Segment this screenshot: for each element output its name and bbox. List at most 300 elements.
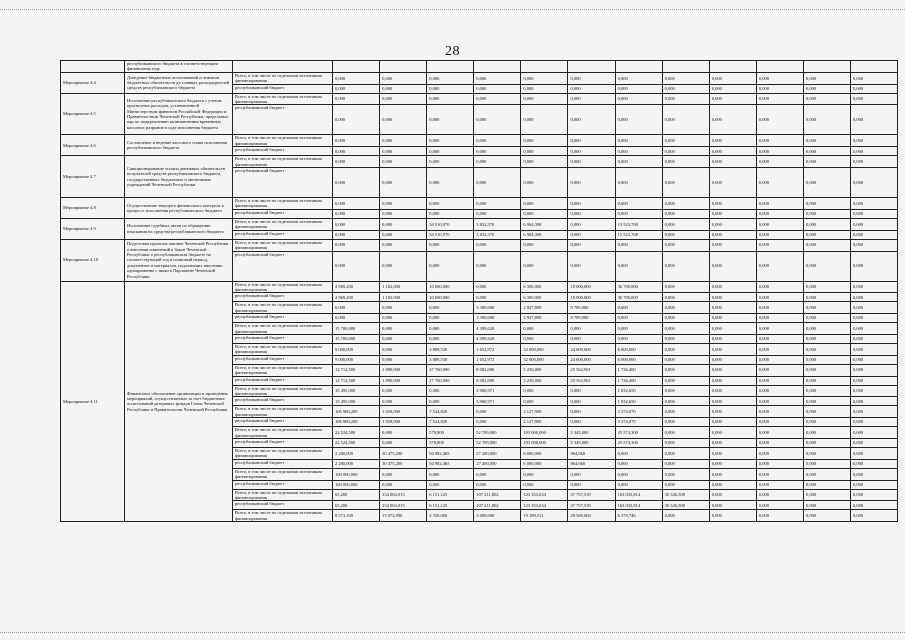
value-cell: 0,000 — [474, 239, 521, 251]
value-cell: 0,000 — [380, 84, 427, 93]
value-cell: 0,000 — [709, 314, 756, 323]
value-cell: 0,000 — [709, 385, 756, 397]
value-cell: 36 700,000 — [615, 293, 662, 302]
value-cell: 0,000 — [568, 147, 615, 156]
value-cell: 36 700,000 — [615, 281, 662, 293]
value-cell: 0,000 — [851, 439, 898, 448]
value-cell: 0,000 — [803, 501, 850, 510]
value-cell — [333, 61, 380, 73]
value-cell: 0,000 — [756, 168, 803, 198]
value-cell: 0,000 — [851, 281, 898, 293]
value-cell: 0,000 — [662, 364, 709, 376]
value-cell: 0,000 — [851, 230, 898, 239]
value-cell: 6 000,000 — [615, 355, 662, 364]
value-cell: 0,000 — [615, 468, 662, 480]
value-cell: 0,000 — [380, 72, 427, 84]
activity-name-cell: Составление и ведение кассового плана исполнения республиканского бюджета — [125, 135, 233, 156]
value-cell: 4 969,200 — [333, 281, 380, 293]
value-cell: 0,000 — [333, 251, 380, 281]
value-cell: 0,000 — [851, 334, 898, 343]
value-cell: 0,000 — [709, 364, 756, 376]
value-cell: 0,000 — [662, 168, 709, 198]
value-cell: 0,000 — [474, 84, 521, 93]
value-cell: 0,000 — [851, 468, 898, 480]
value-cell: 1 736,400 — [615, 376, 662, 385]
value-cell: 0,000 — [756, 281, 803, 293]
value-cell: 5 345,000 — [568, 439, 615, 448]
value-cell: 0,000 — [474, 147, 521, 156]
value-cell: 0,000 — [333, 314, 380, 323]
value-cell: 0,000 — [615, 84, 662, 93]
value-cell: 1 032,650 — [615, 385, 662, 397]
funding-source-cell: Всего, в том числе по отдельным источникам финансирования — [233, 427, 333, 439]
value-cell: 0,000 — [521, 397, 568, 406]
value-cell: 19 189,511 — [521, 510, 568, 522]
funding-source-cell: Всего, в том числе по отдельным источникам финансирования — [233, 218, 333, 230]
value-cell: 0,000 — [380, 156, 427, 168]
value-cell: 1 736,400 — [615, 364, 662, 376]
value-cell: 0,000 — [662, 93, 709, 105]
value-cell: 0,000 — [709, 251, 756, 281]
value-cell: 0,000 — [568, 72, 615, 84]
value-cell: 4 399,620 — [474, 334, 521, 343]
value-cell: 0,000 — [803, 218, 850, 230]
value-cell — [662, 61, 709, 73]
value-cell: 0,000 — [709, 501, 756, 510]
funding-source-cell: республиканский бюджет — [233, 84, 333, 93]
value-cell: 0,000 — [521, 251, 568, 281]
value-cell: 0,000 — [662, 510, 709, 522]
funding-source-cell: республиканский бюджет — [233, 397, 333, 406]
value-cell: 0,000 — [615, 156, 662, 168]
value-cell: 0,000 — [615, 459, 662, 468]
funding-source-cell: Всего, в том числе по отдельным источникам финансирования — [233, 135, 333, 147]
value-cell: 0,000 — [709, 156, 756, 168]
funding-source-cell: республиканский бюджет — [233, 209, 333, 218]
value-cell: 0,000 — [756, 489, 803, 501]
value-cell: 0,000 — [380, 468, 427, 480]
budget-table — [60, 60, 898, 522]
value-cell: 1 182,000 — [380, 293, 427, 302]
value-cell: 0,000 — [615, 480, 662, 489]
value-cell: 0,000 — [380, 168, 427, 198]
funding-source-cell: республиканский бюджет — [233, 355, 333, 364]
value-cell: 0,000 — [803, 168, 850, 198]
value-cell: 0,000 — [568, 156, 615, 168]
activity-code-cell: Мероприятие 4.10 — [61, 239, 125, 281]
value-cell: 29 580,000 — [568, 510, 615, 522]
value-cell: 0,000 — [521, 480, 568, 489]
value-cell: 0,000 — [662, 147, 709, 156]
value-cell: 0,000 — [851, 448, 898, 460]
value-cell: 65,200 — [333, 489, 380, 501]
value-cell: 0,000 — [427, 72, 474, 84]
value-cell: 0,000 — [851, 302, 898, 314]
table-row — [61, 198, 898, 210]
value-cell: 0,000 — [427, 168, 474, 198]
activity-name-cell: Осуществление текущего финансового контроля в процессе исполнения республиканского бюджета — [125, 198, 233, 219]
value-cell: 0,000 — [568, 230, 615, 239]
value-cell: 0,000 — [756, 239, 803, 251]
value-cell: 0,000 — [851, 156, 898, 168]
value-cell: 0,000 — [521, 156, 568, 168]
value-cell: 0,000 — [756, 323, 803, 335]
activity-name-cell: Доведение бюджетных ассигнований и лимитов бюджетных обязательств до главных распорядителей средств республиканского бюджета — [125, 72, 233, 93]
value-cell: 0,000 — [803, 480, 850, 489]
value-cell: 0,000 — [709, 489, 756, 501]
value-cell: 0,000 — [662, 468, 709, 480]
value-cell: 0,000 — [568, 198, 615, 210]
value-cell: 52 709,000 — [474, 427, 521, 439]
value-cell: 6 151,125 — [427, 489, 474, 501]
value-cell: 0,000 — [662, 459, 709, 468]
value-cell: 0,000 — [803, 468, 850, 480]
value-cell — [568, 61, 615, 73]
value-cell: 0,000 — [427, 147, 474, 156]
value-cell: 0,000 — [709, 376, 756, 385]
value-cell: 0,000 — [615, 334, 662, 343]
value-cell: 0,000 — [615, 105, 662, 135]
value-cell: 0,000 — [756, 135, 803, 147]
value-cell: 0,000 — [803, 459, 850, 468]
value-cell: 0,000 — [756, 209, 803, 218]
value-cell: 0,000 — [756, 147, 803, 156]
value-cell: 0,000 — [474, 251, 521, 281]
value-cell: 0,000 — [333, 209, 380, 218]
value-cell: 0,000 — [380, 135, 427, 147]
funding-source-cell: Всего, в том числе по отдельным источникам финансирования — [233, 281, 333, 293]
value-cell: 0,000 — [474, 135, 521, 147]
value-cell: 0,000 — [851, 84, 898, 93]
value-cell — [474, 61, 521, 73]
value-cell: 7 524,820 — [427, 406, 474, 418]
value-cell: 0,000 — [474, 198, 521, 210]
value-cell: 1 652,972 — [474, 343, 521, 355]
value-cell: 0,000 — [709, 281, 756, 293]
value-cell: 0,000 — [709, 343, 756, 355]
value-cell: 0,000 — [380, 239, 427, 251]
activity-code-cell: Мероприятие 4.4 — [61, 72, 125, 93]
value-cell — [615, 61, 662, 73]
value-cell: 0,000 — [709, 406, 756, 418]
value-cell: 0,000 — [333, 198, 380, 210]
value-cell: 0,000 — [568, 93, 615, 105]
value-cell: 0,000 — [427, 198, 474, 210]
value-cell: 0,000 — [709, 135, 756, 147]
value-cell: 3 374,070 — [615, 418, 662, 427]
value-cell: 0,000 — [380, 314, 427, 323]
value-cell: 4 399,620 — [474, 323, 521, 335]
value-cell: 6 390,000 — [521, 281, 568, 293]
value-cell: 37 757,539 — [568, 501, 615, 510]
funding-source-cell: Всего, в том числе по отдельным источникам финансирования — [233, 302, 333, 314]
value-cell: 0,000 — [662, 439, 709, 448]
value-cell: 100 000,000 — [333, 480, 380, 489]
value-cell: 0,000 — [474, 209, 521, 218]
value-cell: 0,000 — [474, 156, 521, 168]
value-cell: 0,000 — [662, 323, 709, 335]
value-cell: 0,000 — [851, 105, 898, 135]
funding-source-cell: республиканский бюджет — [233, 501, 333, 510]
value-cell: 0,000 — [568, 385, 615, 397]
value-cell: 0,000 — [474, 105, 521, 135]
value-cell: 0,000 — [803, 364, 850, 376]
value-cell: 1 890,000 — [380, 376, 427, 385]
value-cell: 0,000 — [851, 209, 898, 218]
value-cell: 0,000 — [662, 355, 709, 364]
value-cell: 0,000 — [427, 397, 474, 406]
activity-name-cell: республиканского бюджета в соответствующем финансовом году — [125, 61, 233, 73]
value-cell: 0,000 — [709, 480, 756, 489]
value-cell: 0,000 — [709, 293, 756, 302]
value-cell: 12 712,500 — [333, 376, 380, 385]
value-cell: 0,000 — [662, 105, 709, 135]
value-cell: 0,000 — [380, 334, 427, 343]
value-cell: 107 211,802 — [474, 489, 521, 501]
activity-code-cell: Мероприятие 4.7 — [61, 156, 125, 198]
value-cell: 0,000 — [568, 480, 615, 489]
value-cell: 0,000 — [709, 230, 756, 239]
funding-source-cell: республиканский бюджет — [233, 314, 333, 323]
value-cell: 0,000 — [662, 72, 709, 84]
value-cell: 24 600,000 — [568, 343, 615, 355]
value-cell: 25 562,901 — [568, 376, 615, 385]
value-cell: 2 927,890 — [521, 314, 568, 323]
value-cell: 0,000 — [333, 156, 380, 168]
value-cell: 0,000 — [756, 439, 803, 448]
value-cell: 0,000 — [662, 84, 709, 93]
value-cell: 0,000 — [851, 93, 898, 105]
value-cell: 0,000 — [662, 135, 709, 147]
table-row — [61, 93, 898, 105]
value-cell: 0,000 — [709, 218, 756, 230]
value-cell: 0,000 — [756, 448, 803, 460]
value-cell: 0,000 — [803, 302, 850, 314]
value-cell: 9 789,980 — [568, 302, 615, 314]
value-cell: 864,660 — [568, 448, 615, 460]
value-cell: 106 900,200 — [333, 418, 380, 427]
value-cell: 3 832,570 — [474, 218, 521, 230]
value-cell: 0,000 — [521, 468, 568, 480]
value-cell: 9 000,000 — [333, 355, 380, 364]
value-cell: 578,800 — [427, 439, 474, 448]
value-cell: 0,000 — [709, 93, 756, 105]
value-cell: 0,000 — [615, 323, 662, 335]
value-cell: 0,000 — [521, 198, 568, 210]
value-cell: 0,000 — [803, 156, 850, 168]
value-cell: 0,000 — [333, 239, 380, 251]
value-cell: 27 760,900 — [427, 376, 474, 385]
value-cell: 18 000,000 — [568, 293, 615, 302]
value-cell: 0,000 — [568, 418, 615, 427]
value-cell: 0,000 — [851, 510, 898, 522]
value-cell: 0,000 — [709, 147, 756, 156]
funding-source-cell: республиканский бюджет — [233, 418, 333, 427]
value-cell: 0,000 — [662, 209, 709, 218]
value-cell: 163 033,814 — [615, 501, 662, 510]
value-cell: 0,000 — [474, 93, 521, 105]
value-cell: 0,000 — [851, 480, 898, 489]
value-cell: 0,000 — [756, 385, 803, 397]
value-cell: 9 789,980 — [568, 314, 615, 323]
value-cell: 34 510,970 — [427, 218, 474, 230]
value-cell: 0,000 — [851, 427, 898, 439]
funding-source-cell: Всего, в том числе по отдельным источникам финансирования — [233, 343, 333, 355]
table-row — [61, 281, 898, 293]
value-cell — [851, 61, 898, 73]
value-cell: 0,000 — [662, 397, 709, 406]
value-cell: 0,000 — [803, 314, 850, 323]
table-row — [61, 72, 898, 84]
value-cell: 0,000 — [851, 293, 898, 302]
value-cell: 30 475,200 — [380, 448, 427, 460]
value-cell: 0,000 — [427, 334, 474, 343]
value-cell: 0,000 — [380, 93, 427, 105]
value-cell: 2 127,900 — [521, 406, 568, 418]
value-cell: 0,000 — [380, 355, 427, 364]
value-cell: 7 524,820 — [427, 418, 474, 427]
value-cell: 0,000 — [803, 385, 850, 397]
value-cell: 0,000 — [380, 230, 427, 239]
value-cell: 1 032,650 — [615, 397, 662, 406]
value-cell: 0,000 — [521, 323, 568, 335]
value-cell: 0,000 — [568, 209, 615, 218]
value-cell: 18 000,000 — [568, 281, 615, 293]
funding-source-cell: республиканский бюджет — [233, 459, 333, 468]
value-cell: 3 889,530 — [427, 343, 474, 355]
value-cell: 0,000 — [709, 302, 756, 314]
value-cell: 0,000 — [333, 105, 380, 135]
value-cell: 0,000 — [380, 323, 427, 335]
funding-source-cell: республиканский бюджет — [233, 147, 333, 156]
value-cell: 0,000 — [709, 198, 756, 210]
value-cell: 1 890,000 — [380, 364, 427, 376]
value-cell: 15 495,000 — [333, 397, 380, 406]
value-cell: 107 211,802 — [474, 501, 521, 510]
value-cell: 0,000 — [615, 72, 662, 84]
value-cell: 0,000 — [662, 334, 709, 343]
value-cell: 0,000 — [662, 239, 709, 251]
value-cell: 12 712,500 — [333, 364, 380, 376]
value-cell: 0,000 — [756, 501, 803, 510]
value-cell: 30 346,508 — [662, 501, 709, 510]
value-cell: 0,000 — [709, 323, 756, 335]
activity-code-cell: Мероприятие 4.6 — [61, 135, 125, 156]
value-cell: 0,000 — [662, 156, 709, 168]
value-cell: 3 832,570 — [474, 230, 521, 239]
value-cell: 24 600,000 — [568, 355, 615, 364]
value-cell: 10 000,000 — [427, 281, 474, 293]
value-cell: 0,000 — [756, 218, 803, 230]
value-cell: 0,000 — [662, 480, 709, 489]
value-cell: 0,000 — [709, 239, 756, 251]
value-cell: 0,000 — [474, 406, 521, 418]
funding-source-cell: Всего, в том числе по отдельным источникам финансирования — [233, 239, 333, 251]
scan-edge-top — [0, 0, 905, 10]
value-cell: 0,000 — [568, 168, 615, 198]
value-cell: 27 760,900 — [427, 364, 474, 376]
value-cell: 1 652,972 — [474, 355, 521, 364]
value-cell: 0,000 — [756, 364, 803, 376]
value-cell: 0,000 — [333, 84, 380, 93]
value-cell: 0,000 — [709, 105, 756, 135]
value-cell: 0,000 — [380, 439, 427, 448]
activity-code-cell: Мероприятие 4.11 — [61, 281, 125, 522]
value-cell: 0,000 — [333, 230, 380, 239]
value-cell: 1 658,000 — [380, 406, 427, 418]
value-cell: 0,000 — [851, 251, 898, 281]
value-cell: 0,000 — [851, 397, 898, 406]
value-cell: 0,000 — [756, 293, 803, 302]
activity-name-cell: Финансовое обеспечение организации и проведения мероприятий, осуществляемых за счет бюджетных ассигнований резервных фондов Главы Чеченской Республики и Правительства Чеченской Республики — [125, 281, 233, 522]
funding-source-cell: Всего, в том числе по отдельным источникам финансирования — [233, 468, 333, 480]
activity-code-cell: Мероприятие 4.9 — [61, 218, 125, 239]
value-cell: 0,000 — [521, 72, 568, 84]
value-cell: 0,000 — [756, 510, 803, 522]
value-cell: 0,000 — [803, 427, 850, 439]
value-cell — [709, 61, 756, 73]
value-cell: 0,000 — [803, 406, 850, 418]
value-cell: 0,000 — [803, 293, 850, 302]
funding-source-cell — [233, 61, 333, 73]
activity-name-cell: Санкционирование оплаты денежных обязательств получателей средств республиканского бюджета, государственных бюджетных и автономных учреждений Чеченской Республики — [125, 156, 233, 198]
value-cell: 123 353,634 — [521, 501, 568, 510]
value-cell: 0,000 — [851, 323, 898, 335]
value-cell: 0,000 — [803, 105, 850, 135]
value-cell: 0,000 — [427, 239, 474, 251]
value-cell: 0,000 — [568, 406, 615, 418]
value-cell — [380, 61, 427, 73]
value-cell: 0,000 — [851, 364, 898, 376]
value-cell: 0,000 — [427, 302, 474, 314]
value-cell: 0,000 — [851, 385, 898, 397]
value-cell: 30 346,508 — [662, 489, 709, 501]
value-cell: 94 982,465 — [427, 448, 474, 460]
table-row — [61, 61, 898, 73]
value-cell: 0,000 — [615, 168, 662, 198]
value-cell: 0,000 — [474, 293, 521, 302]
value-cell: 0,000 — [756, 343, 803, 355]
value-cell: 234 004,015 — [380, 489, 427, 501]
value-cell: 0,000 — [333, 218, 380, 230]
value-cell: 8 573,100 — [333, 510, 380, 522]
activity-code-cell: Мероприятие 4.8 — [61, 198, 125, 219]
value-cell: 0,000 — [474, 480, 521, 489]
value-cell: 0,000 — [803, 84, 850, 93]
value-cell: 0,000 — [521, 239, 568, 251]
value-cell: 6 964,398 — [521, 218, 568, 230]
value-cell: 15 972,996 — [380, 510, 427, 522]
funding-source-cell: Всего, в том числе по отдельным источникам финансирования — [233, 198, 333, 210]
value-cell: 0,000 — [333, 135, 380, 147]
value-cell: 0,000 — [662, 218, 709, 230]
value-cell: 0,000 — [851, 501, 898, 510]
value-cell: 0,000 — [474, 281, 521, 293]
value-cell: 0,000 — [568, 251, 615, 281]
value-cell: 0,000 — [851, 355, 898, 364]
value-cell: 0,000 — [709, 448, 756, 460]
value-cell: 6 000,000 — [615, 343, 662, 355]
value-cell: 0,000 — [709, 418, 756, 427]
value-cell: 0,000 — [474, 72, 521, 84]
funding-source-cell: Всего, в том числе по отдельным источникам финансирования — [233, 510, 333, 522]
value-cell: 0,000 — [756, 314, 803, 323]
value-cell: 0,000 — [662, 343, 709, 355]
activity-name-cell: Исполнение республиканского бюджета с учетом прогнозных расходов, установленной Министерством финансов Российской Федерации и Правительством Чеченской Республики, предельных пар по подкреплению возникновения временных кассовых разрывов в ходе исполнения бюджета — [125, 93, 233, 135]
value-cell: 15 700,000 — [333, 323, 380, 335]
value-cell: 0,000 — [756, 105, 803, 135]
value-cell: 0,000 — [709, 468, 756, 480]
